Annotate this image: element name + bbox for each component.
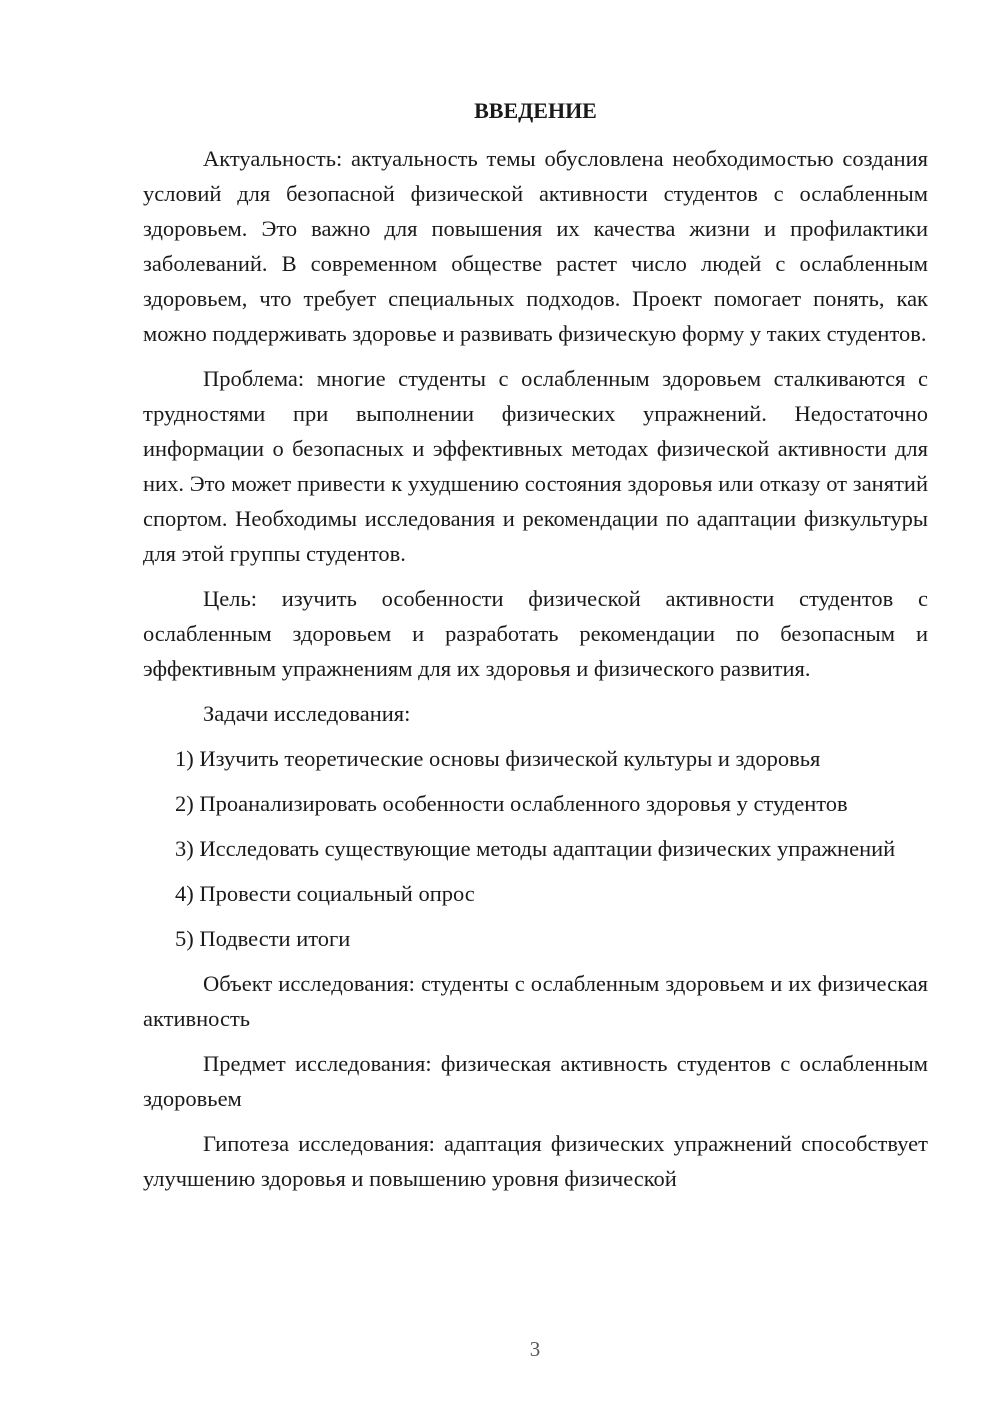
task-item-4: 4) Провести социальный опрос: [175, 881, 475, 906]
paragraph-tasks-heading: Задачи исследования:: [203, 701, 411, 726]
paragraph-goal: Цель: изучить особенности физической активности студентов с ослабленным здоровьем и разработать рекомендации по безопасным и эффективным упражнениям для их здоровья и физического развития.: [143, 586, 928, 681]
section-title: ВВЕДЕНИЕ: [474, 98, 597, 123]
paragraph-problem: Проблема: многие студенты с ослабленным здоровьем сталкиваются с трудностями при выполнении физических упражнений. Недостаточно информации о безопасных и эффективных методах физической активности для них. Это может привести к ухудшению состояния здоровья или отказу от занятий спортом. Необходимы исследования и рекомендации по адаптации физкультуры для этой группы студентов.: [143, 366, 928, 566]
paragraph-object: Объект исследования: студенты с ослабленным здоровьем и их физическая активность: [143, 971, 928, 1031]
paragraph-hypothesis: Гипотеза исследования: адаптация физических упражнений способствует улучшению здоровья и повышению уровня физической: [143, 1131, 928, 1191]
task-item-3: 3) Исследовать существующие методы адаптации физических упражнений: [175, 836, 896, 861]
paragraph-relevance: Актуальность: актуальность темы обусловлена необходимостью создания условий для безопасной физической активности студентов с ослабленным здоровьем. Это важно для повышения их качества жизни и профилактики заболеваний. В современном обществе растет число людей с ослабленным здоровьем, что требует специальных подходов. Проект помогает понять, как можно поддерживать здоровье и развивать физическую форму у таких студентов.: [143, 146, 928, 346]
paragraph-subject: Предмет исследования: физическая активность студентов с ослабленным здоровьем: [143, 1051, 928, 1111]
body-text: [143, 141, 928, 1206]
task-item-2: 2) Проанализировать особенности ослабленного здоровья у студентов: [175, 791, 848, 816]
task-item-5: 5) Подвести итоги: [175, 926, 351, 951]
page-number: 3: [529, 1337, 541, 1361]
task-item-1: 1) Изучить теоретические основы физической культуры и здоровья: [175, 746, 821, 771]
